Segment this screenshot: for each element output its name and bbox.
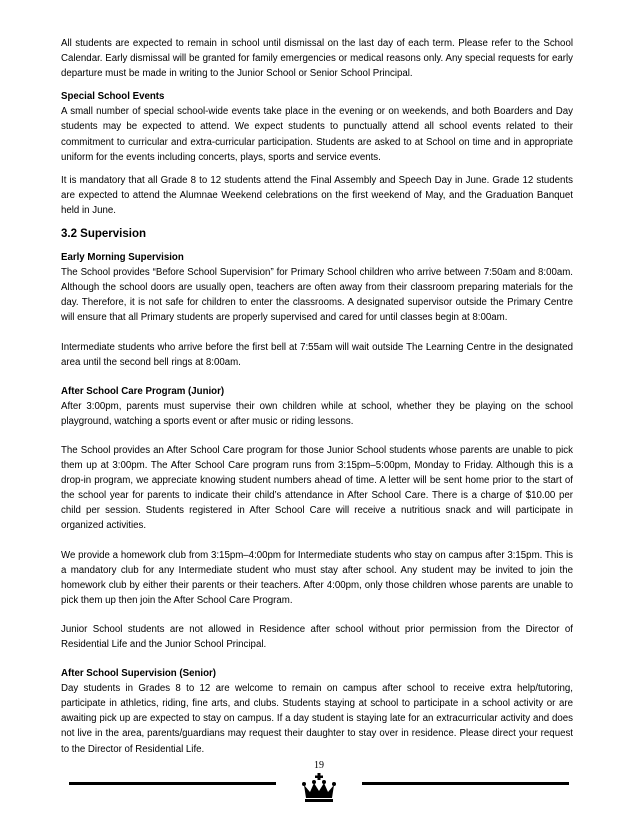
- spacer: [61, 242, 573, 250]
- footer-rule-left: [69, 782, 276, 785]
- spacer: [61, 608, 573, 622]
- document-body: [61, 36, 573, 757]
- spacer: [61, 165, 573, 173]
- after-school-junior-paragraph-4: Junior School students are not allowed in Residence after school without prior permission from the Director of Residential Life and the Junior School Principal.: [61, 623, 573, 650]
- spacer: [61, 429, 573, 443]
- spacer: [61, 81, 573, 89]
- after-school-senior-paragraph-1: Day students in Grades 8 to 12 are welcome to remain on campus after school to receive extra help/tutoring, participate in athletics, riding, fine arts, and clubs. Students staying at school to participate in a school activity or are awaiting pick up are expected to stay on campus. If a day student is staying late for an extracurricular activity and does not live in the area, parents/guardians may request their daughter to stay over in residence. Please direct your request to the Director of Residential Life.: [61, 683, 573, 755]
- special-events-paragraph-2: It is mandatory that all Grade 8 to 12 students attend the Final Assembly and Speech Day in June. Grade 12 students are expected to attend the Alumnae Weekend celebrations on the first weekend of May, and the Graduation Banquet held in June.: [61, 174, 573, 216]
- crown-crest-icon: [301, 773, 337, 808]
- spacer: [61, 326, 573, 340]
- spacer: [61, 218, 573, 226]
- spacer: [61, 534, 573, 548]
- early-morning-paragraph-2: Intermediate students who arrive before the first bell at 7:55am will wait outside The Learning Centre in the designated area until the second bell rings at 8:00am.: [61, 341, 573, 368]
- page-footer: [0, 760, 638, 820]
- spacer: [61, 652, 573, 666]
- after-school-junior-paragraph-3: We provide a homework club from 3:15pm–4:00pm for Intermediate students who stay on campus after 3:15pm. This is a mandatory club for any Intermediate student who must stay after school. Any student may be invited to join the homework club by either their parents or their teachers. After 4:00pm, only those children whose parents are unable to pick them up then join the After School Care Program.: [61, 549, 573, 606]
- footer-rule-right: [362, 782, 569, 785]
- section-title: 3.2 Supervision: [61, 228, 147, 241]
- special-events-paragraph-1: A small number of special school-wide events take place in the evening or on weekends, and both Boarders and Day students may be expected to attend. We expect students to punctually attend all school events related to their commitment to curricular and extra-curricular participation. Students are asked to at School on time and in appropriate uniform for the events including concerts, plays, sports and service events.: [61, 106, 573, 163]
- after-school-junior-paragraph-2: The School provides an After School Care program for those Junior School students whose parents are unable to pick them up at 3:00pm. The After School Care program runs from 3:15pm–5:00pm, Monday to Friday. Although this is a drop-in program, we appreciate knowing student numbers ahead of time. A letter will be sent home prior to the start of the school year for parents to indicate their child’s attendance in After School Care. There is a charge of $10.00 per child per session. Students registered in After School Care will receive a nutritious snack and will participate in organized activities.: [61, 444, 573, 532]
- after-school-junior-heading: After School Care Program (Junior): [61, 385, 225, 397]
- spacer: [61, 370, 573, 384]
- after-school-junior-paragraph-1: After 3:00pm, parents must supervise their own children while at school, whether they be playing on the school playground, watching a sports event or after music or riding lessons.: [61, 400, 573, 427]
- early-morning-paragraph-1: The School provides “Before School Supervision” for Primary School children who arrive between 7:50am and 8:00am. Although the school doors are usually open, teachers are often away from their classroom preparing materials for the day. Therefore, it is not safe for children to enter the classrooms. A designated supervisor outside the Primary Centre will ensure that all Primary students are properly supervised and cared for until classes begin at 8:00am.: [61, 267, 573, 324]
- page-number: 19: [314, 760, 324, 771]
- early-morning-heading: Early Morning Supervision: [61, 252, 184, 264]
- special-events-heading: Special School Events: [61, 91, 165, 103]
- after-school-senior-heading: After School Supervision (Senior): [61, 668, 217, 680]
- dismissal-paragraph: All students are expected to remain in school until dismissal on the last day of each term. Please refer to the School Calendar. Early dismissal will be granted for family emergencies or medical reasons only. Any special requests for early departure must be made in writing to the Junior School or Senior School Principal.: [61, 38, 573, 80]
